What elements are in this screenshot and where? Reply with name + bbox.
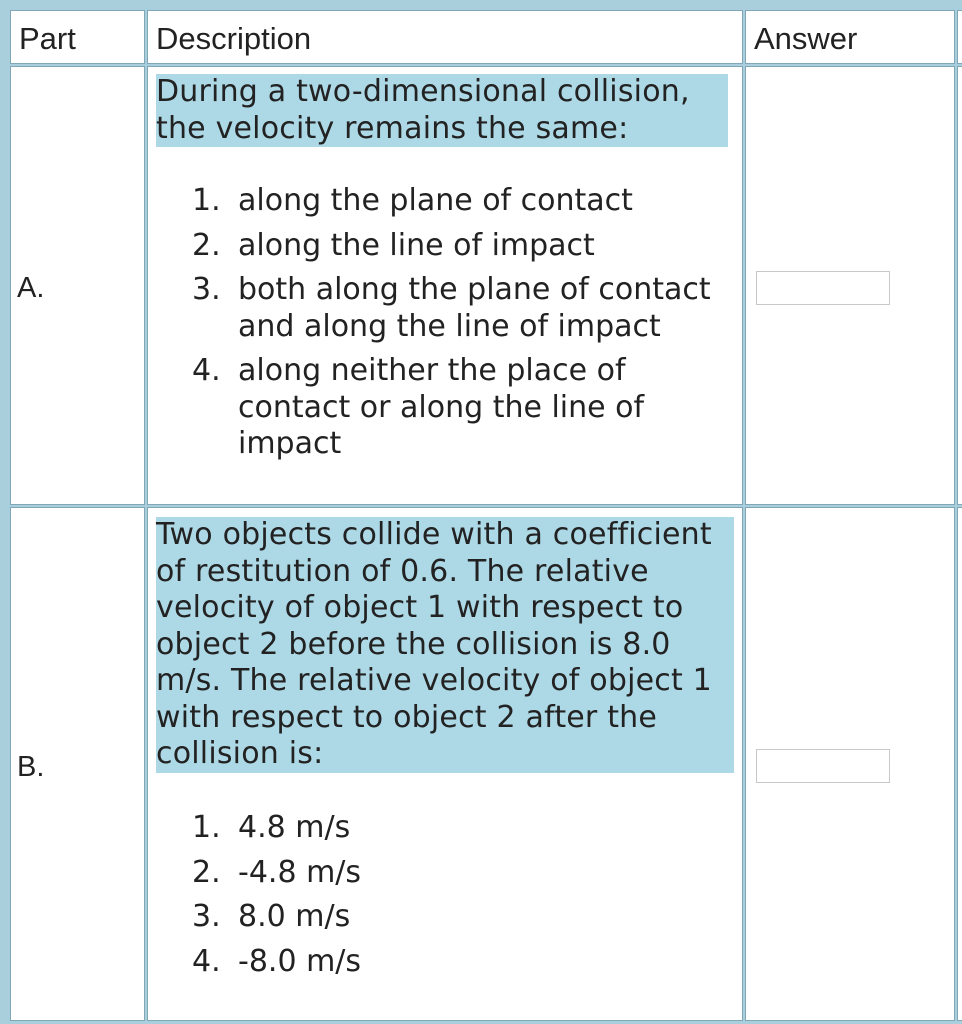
option-item: -8.0 m/s: [238, 943, 362, 979]
row-a-answer-input[interactable]: [756, 271, 890, 305]
question-line: During a two-dimensional collision,: [156, 74, 690, 109]
row-a-description-cell: [147, 66, 743, 505]
row-a-answer-cell: [745, 66, 955, 505]
row-b-question: [156, 517, 734, 773]
option-item: along neither the place of contact or along the line of impact: [238, 353, 645, 461]
header-answer: Answer: [754, 21, 858, 56]
row-a-options: [148, 183, 738, 471]
option-item: -4.8 m/s: [238, 854, 362, 890]
header-extra-cell: [957, 10, 962, 64]
row-b-answer-cell: [745, 507, 955, 1021]
question-line: m/s. The relative velocity of object 1: [156, 663, 712, 698]
option-item: along the line of impact: [238, 227, 595, 263]
question-line: collision is:: [156, 736, 324, 771]
row-b-part-label: B.: [17, 751, 45, 783]
question-line: velocity of object 1 with respect to: [156, 590, 684, 625]
row-b-extra-cell: [957, 507, 962, 1021]
header-part-cell: [10, 10, 145, 64]
question-line: of restitution of 0.6. The relative: [156, 553, 649, 589]
row-a-extra-cell: [957, 66, 962, 505]
row-a-part-cell: [10, 66, 145, 505]
row-a-question: [156, 74, 728, 147]
row-b-part-cell: [10, 507, 145, 1021]
header-description-cell: [147, 10, 743, 64]
row-b-answer-input[interactable]: [756, 749, 890, 783]
question-line: Two objects collide with a coefficient: [156, 517, 712, 552]
row-b-options: [148, 810, 738, 988]
question-line: with respect to object 2 after the: [156, 699, 658, 735]
option-item: both along the plane of contact and along the line of impact: [238, 272, 711, 344]
option-item: 4.8 m/s: [238, 810, 351, 845]
header-part: Part: [19, 21, 76, 56]
option-item: 8.0 m/s: [238, 899, 351, 934]
question-line: object 2 before the collision is 8.0: [156, 626, 671, 662]
header-description: Description: [156, 21, 312, 56]
row-b-description-cell: [147, 507, 743, 1021]
header-answer-cell: [745, 10, 955, 64]
option-item: along the plane of contact: [238, 183, 633, 218]
row-a-part-label: A.: [17, 272, 45, 304]
question-line: the velocity remains the same:: [156, 110, 629, 146]
